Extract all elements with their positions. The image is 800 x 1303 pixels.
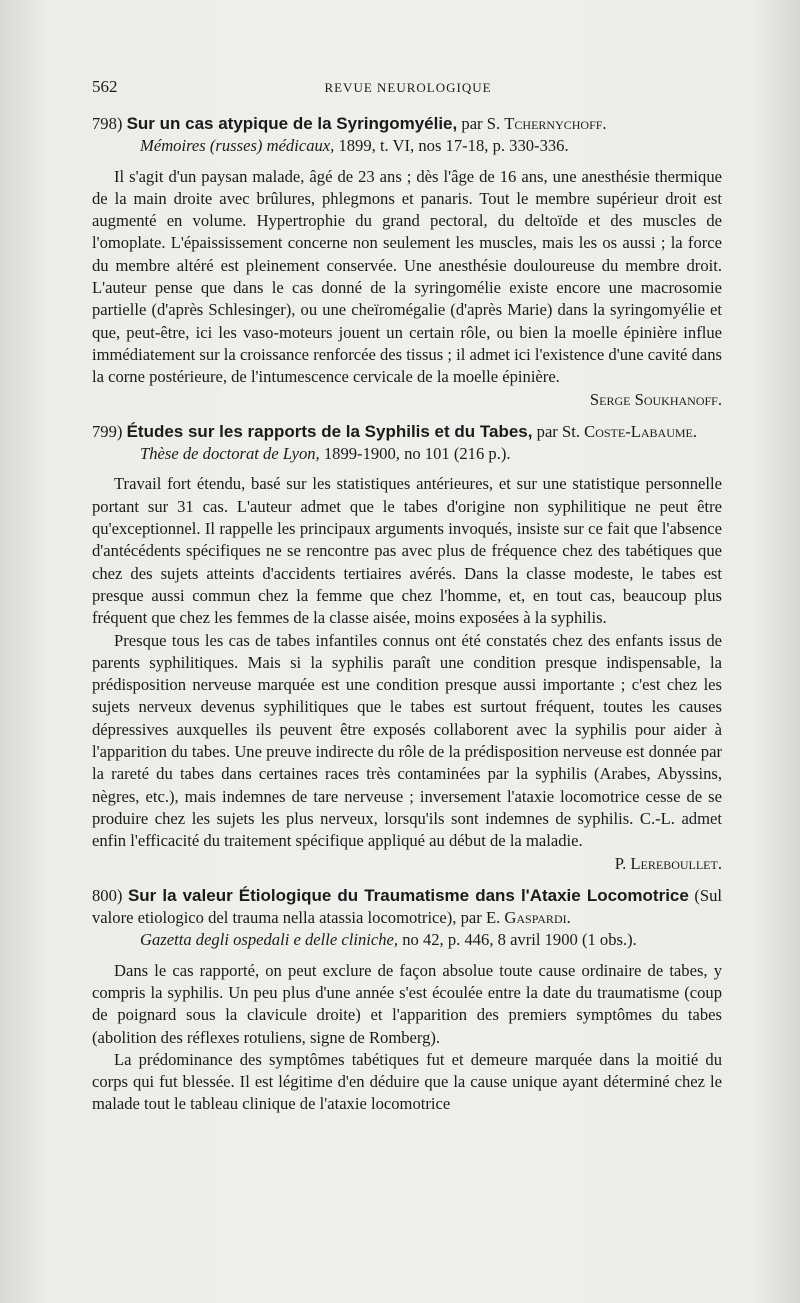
entry-heading (92, 885, 722, 930)
abstract-paragraph: Dans le cas rapporté, on peut exclure de façon absolue toute cause ordinaire de tabes, y compris la syphilis. Un peu plus d'une année s'est écoulée entre la date du traumatisme (coup de poignard sous la clavicule droite) et l'apparition des premiers symptômes du tabes (abolition des réflexes rotuliens, signe de Romberg). (92, 960, 722, 1047)
running-title: REVUE NEUROLOGIQUE (324, 80, 492, 95)
reviewer-signature: P. Lereboullet. (614, 853, 722, 873)
page-number: 562 (92, 77, 118, 96)
entry-source (140, 135, 722, 157)
entry-heading (92, 113, 722, 135)
entry-title: Sur un cas atypique de la Syringomyélie, (126, 114, 458, 133)
source-title: Gazetta degli ospedali e delle cliniche, (140, 930, 399, 950)
source-details: 1899, t. VI, nos 17-18, p. 330-336. (334, 136, 569, 156)
abstract-paragraph: Presque tous les cas de tabes infantiles connus ont été constatés chez des enfants issus de parents syphilitiques. Mais si la syphilis paraît une condition presque indispensable, la prédisposition nerveuse marquée est une condition presque aussi importante ; c'est chez les sujets nerveux devenus syphilitiques que le tabes est surtout fréquent, toutes les causes dépressives auxquelles ils peuvent être exposés collaborent avec la syphilis pour aider à l'apparition du tabes. Une preuve indirecte du rôle de la prédisposition nerveuse est donnée par la rareté du tabes dans certaines races très contaminées par la syphilis (Arabes, Abyssins, nègres, etc.), mais indemnes de tare nerveuse ; inversement l'ataxie locomotrice cesse de se produire chez les sujets les plus nerveux, lorsqu'ils sont indemnes de syphilis. C.-L. admet enfin l'efficacité du traitement spécifique appliqué au début de la maladie. (92, 630, 722, 851)
entry-author: Tchernychoff. (504, 114, 607, 133)
abstract-paragraph: Travail fort étendu, basé sur les statistiques antérieures, et sur une statistique personnelle portant sur 31 cas. L'auteur admet que le tabes d'origine non syphilitique ne peut être qu'exceptionnel. Il rappelle les principaux arguments invoqués, insiste sur ce fait que l'absence d'antécédents spécifiques ne se rencontre pas avec plus de fréquence chez des tabétiques que chez des sujets atteints d'accidents tertiaires avérés. Dans la classe modeste, le tabes est presque aussi commun chez la femme que chez l'homme, et, en tout cas, beaucoup plus fréquent que chez les femmes de la classe aisée, moins exposées à la syphilis. (92, 474, 722, 628)
source-details: 1899-1900, no 101 (216 p.). (319, 444, 511, 464)
entry-heading (92, 421, 722, 443)
entry-by: (Sul valore etiologico del trauma nella atassia locomotrice), par E. (92, 885, 723, 928)
entry-number: 798) (92, 114, 123, 133)
entry-number: 799) (92, 421, 123, 441)
reviewer-signature: Serge Soukhanoff. (589, 389, 722, 409)
entry-by: par St. (532, 421, 585, 441)
abstract-paragraph: La prédominance des symptômes tabétiques fut et demeure marquée dans la moitié du corps qui fut blessée. Il est légitime d'en déduire que la cause unique ayant déterminé chez le malade tout le tableau clinique de l'ataxie locomotrice (92, 1049, 722, 1114)
abstract-entry (92, 421, 722, 875)
entry-source (140, 929, 722, 951)
abstract-entry (92, 885, 722, 1116)
entry-author: Coste-Labaume. (584, 421, 698, 441)
abstract-entry (92, 113, 722, 411)
entry-title: Études sur les rapports de la Syphilis et du Tabes, (126, 421, 533, 441)
entry-source (140, 443, 722, 465)
abstract-paragraph: Il s'agit d'un paysan malade, âgé de 23 ans ; dès l'âge de 16 ans, une anesthésie thermique de la main droite avec brûlures, phlegmons et panaris. Tout le membre supérieur droit est augmenté en volume. Hypertrophie du grand pectoral, du deltoïde et des muscles de l'omoplate. L'épaississement concerne non seulement les muscles, mais les os aussi ; la force du membre altéré est pleinement conservée. Une anesthésie douloureuse du membre droit. L'auteur pense que dans le cas donné de la syringomélie existe encore une macrosomie partielle (d'après Schlesinger), ou une cheïromégalie (d'après Marie) dans la syringomyélie et que, peut-être, ici les vaso-moteurs jouent un certain rôle, ou bien la moelle épinière influe immédiatement sur la croissance renforcée des tissus ; il admet ici l'existence d'une cavité dans la corne postérieure, de l'intumescence cervicale de la moelle épinière. (92, 166, 722, 387)
entry-title: Sur la valeur Étiologique du Traumatisme dans l'Ataxie Locomotrice (127, 885, 689, 905)
source-title: Thèse de doctorat de Lyon, (140, 444, 320, 464)
entry-by: par S. (457, 114, 505, 133)
source-details: no 42, p. 446, 8 avril 1900 (1 obs.). (398, 930, 637, 950)
page-content (92, 113, 722, 1126)
page-header (92, 77, 724, 99)
entry-number: 800) (92, 885, 123, 905)
entry-author: Gaspardi. (504, 908, 571, 928)
source-title: Mémoires (russes) médicaux, (140, 136, 335, 156)
